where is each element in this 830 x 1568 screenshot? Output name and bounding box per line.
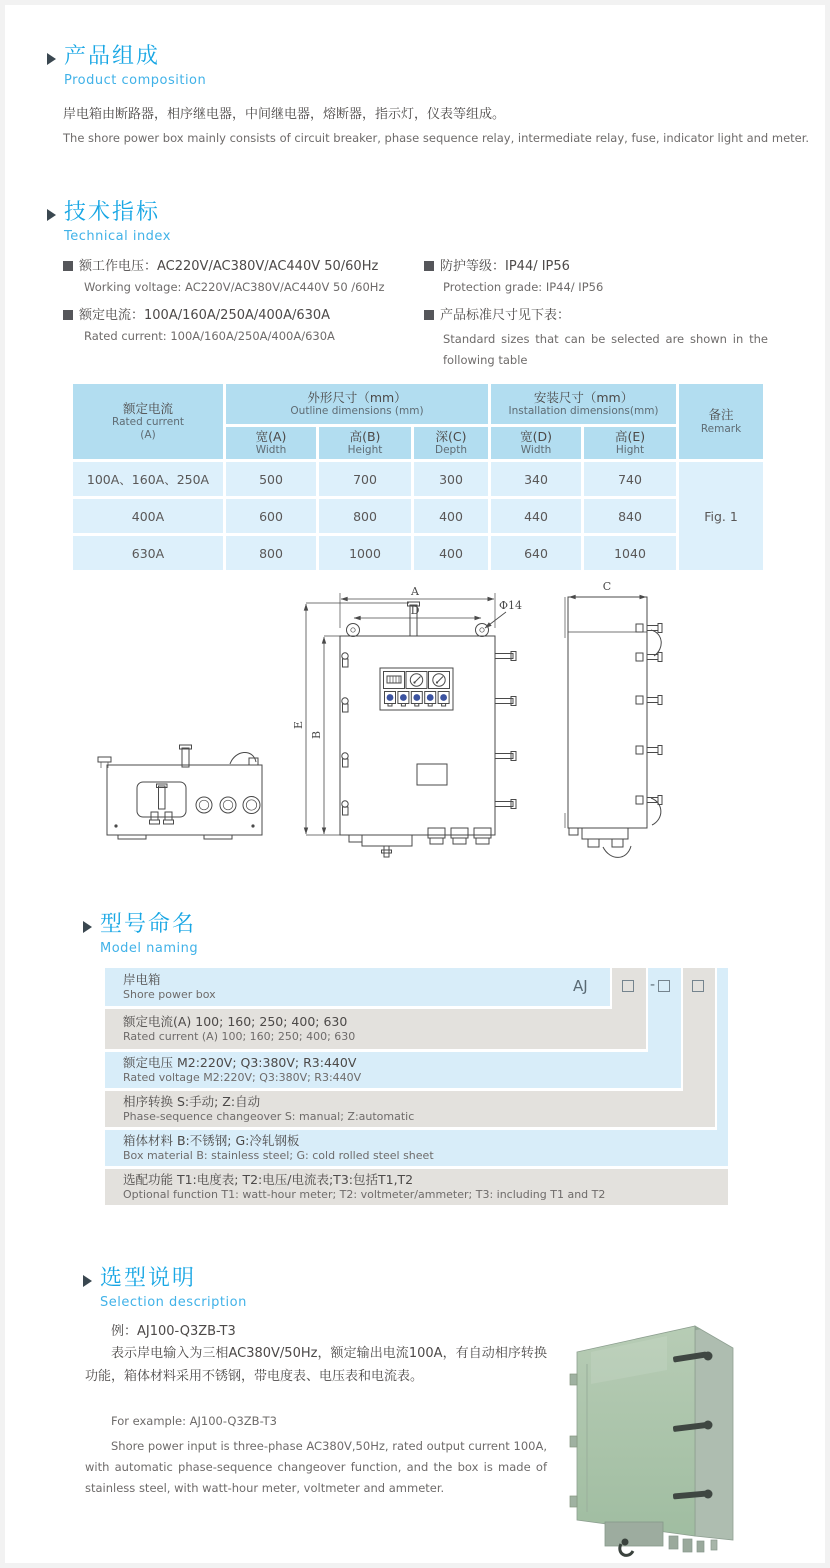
bullet-square-icon (424, 261, 434, 271)
section-model-naming-header (100, 912, 198, 956)
sub-header-width-d: 宽(D) Width (491, 427, 581, 459)
selection-desc-en: Shore power input is three-phase AC380V,50Hz, rated output current 100A, with automatic phase-sequence changeover function, and the box is made of stainless steel, with watt-hour meter, voltmeter and ammeter. (85, 1439, 547, 1495)
cell-height-b: 700 (319, 462, 411, 496)
bottom-view-drawing (98, 745, 262, 839)
section-selection-description-header (100, 1266, 247, 1310)
model-row-rated-current: 额定电流(A) 100; 160; 250; 400; 630 Rated current (A) 100; 160; 250; 400; 630 (123, 1013, 356, 1043)
bullet-square-icon (63, 310, 73, 320)
indicator-lamps (385, 692, 450, 707)
bullet-square-icon (424, 310, 434, 320)
col-header-rated-current: 额定电流 Rated current (A) (73, 384, 223, 459)
product-composition-desc-zh: 岸电箱由断路器，相序继电器，中间继电器，熔断器，指示灯，仪表等组成。 (63, 107, 506, 122)
table-row (73, 462, 763, 496)
section-title-zh: 选型说明 (100, 1266, 197, 1291)
model-row-box-material: 箱体材料 B:不锈钢; G:冷轧钢板 Box material B: stainless steel; G: cold rolled steel sheet (123, 1132, 434, 1162)
group-header-installation: 安装尺寸（mm） Installation dimensions(mm) (491, 384, 676, 424)
sub-header-height-b: 高(B) Height (319, 427, 411, 459)
cell-width-d: 640 (491, 536, 581, 570)
dim-label-B: B (310, 730, 323, 740)
sub-header-width-a: 宽(A) Width (226, 427, 316, 459)
section-title-zh: 产品组成 (64, 44, 161, 69)
spec-standard-sizes-zh: 产品标准尺寸见下表： (424, 304, 570, 323)
section-product-composition-header (64, 44, 206, 88)
section-title-en: Selection description (100, 1295, 247, 1311)
spec-working-voltage-en: Working voltage: AC220V/AC380V/AC440V 50 /60Hz (84, 280, 385, 294)
front-bottom-glands (349, 828, 491, 857)
section-title-zh: 型号命名 (100, 912, 197, 937)
meter-panel-drawing (380, 668, 453, 710)
model-dash: - (650, 977, 656, 993)
model-row-rated-voltage: 额定电压 M2:220V; Q3:380V; R3:440V Rated voltage M2:220V; Q3:380V; R3:440V (123, 1054, 362, 1084)
bullet-square-icon (63, 261, 73, 271)
col-header-remark: 备注 Remark (679, 384, 763, 459)
model-prefix: AJ (573, 977, 588, 995)
spec-protection-grade-zh: 防护等级：IP44/ IP56 (424, 255, 570, 274)
dim-label-E: E (292, 720, 305, 730)
cell-height-b: 800 (319, 499, 411, 533)
model-row-optional-function: 选配功能 T1:电度表; T2:电压/电流表;T3:包括T1,T2 Optional function T1: watt-hour meter; T2: voltmeter/ammeter; T3: including T1 and T2 (123, 1171, 606, 1201)
cell-rated-current: 100A、160A、250A (73, 462, 223, 496)
cell-height-e: 740 (584, 462, 676, 496)
cell-width-a: 600 (226, 499, 316, 533)
cable-gland-holes (196, 797, 260, 814)
cell-width-a: 800 (226, 536, 316, 570)
model-box-placeholder-1 (622, 980, 634, 992)
side-bottom-gland (569, 828, 631, 857)
cell-height-b: 1000 (319, 536, 411, 570)
section-arrow-icon (83, 1275, 92, 1287)
selection-desc-zh: 表示岸电输入为三相AC380V/50Hz，额定输出电流100A，有自动相序转换功能，箱体材料采用不锈钢，带电度表、电压表和电流表。 (85, 1346, 547, 1384)
technical-drawing (65, 578, 765, 883)
cell-depth-c: 400 (414, 499, 488, 533)
side-latches (636, 624, 662, 805)
table-row (73, 536, 763, 570)
group-header-outline: 外形尺寸（mm） Outline dimensions (mm) (226, 384, 488, 424)
model-row-shore-power-box: 岸电箱 Shore power box (123, 971, 216, 1001)
product-photo (545, 1312, 805, 1562)
selection-example-zh: 例：AJ100-Q3ZB-T3 (111, 1324, 236, 1339)
spec-rated-current-en: Rated current: 100A/160A/250A/400A/630A (84, 329, 335, 343)
selection-example-en: For example: AJ100-Q3ZB-T3 (111, 1414, 278, 1428)
hinge-details (342, 653, 348, 815)
dim-label-C: C (602, 580, 612, 593)
sub-header-height-e: 高(E) Hight (584, 427, 676, 459)
cell-rated-current: 400A (73, 499, 223, 533)
cell-depth-c: 400 (414, 536, 488, 570)
spec-rated-current-zh: 额定电流：100A/160A/250A/400A/630A (63, 304, 330, 323)
front-view-drawing (292, 585, 522, 857)
dim-label-hole-dia: Φ14 (499, 599, 523, 612)
section-title-en: Product composition (64, 73, 207, 89)
latch-details (495, 652, 516, 809)
dim-label-D: D (410, 604, 420, 617)
cell-height-e: 840 (584, 499, 676, 533)
table-row (73, 499, 763, 533)
cell-width-d: 440 (491, 499, 581, 533)
section-title-en: Model naming (100, 941, 199, 957)
cell-width-d: 340 (491, 462, 581, 496)
section-technical-index-header (64, 200, 171, 244)
cell-rated-current: 630A (73, 536, 223, 570)
section-arrow-icon (83, 921, 92, 933)
nameplate-drawing (417, 764, 447, 785)
model-box-placeholder-3 (692, 980, 704, 992)
product-composition-desc-en: The shore power box mainly consists of circuit breaker, phase sequence relay, intermediate relay, fuse, indicator light and meter. (63, 131, 810, 145)
cell-remark: Fig. 1 (679, 462, 763, 570)
cell-depth-c: 300 (414, 462, 488, 496)
cell-height-e: 1040 (584, 536, 676, 570)
dimension-table (70, 381, 766, 573)
dim-label-A: A (411, 585, 419, 598)
section-arrow-icon (47, 53, 56, 65)
section-title-en: Technical index (64, 229, 171, 245)
side-view-drawing (565, 580, 662, 857)
hinge-tabs (570, 1374, 577, 1507)
model-row-phase-sequence: 相序转换 S:手动; Z:自动 Phase-sequence changeover S: manual; Z:automatic (123, 1093, 415, 1123)
cell-width-a: 500 (226, 462, 316, 496)
sub-header-depth-c: 深(C) Depth (414, 427, 488, 459)
spec-standard-sizes-en: Standard sizes that can be selected are shown in the following table (443, 332, 768, 367)
spec-protection-grade-en: Protection grade: IP44/ IP56 (443, 280, 604, 294)
section-arrow-icon (47, 209, 56, 221)
model-box-placeholder-2 (658, 980, 670, 992)
spec-working-voltage-zh: 额工作电压：AC220V/AC380V/AC440V 50/60Hz (63, 255, 378, 274)
model-naming-diagram (105, 968, 728, 1205)
section-title-zh: 技术指标 (64, 200, 161, 225)
